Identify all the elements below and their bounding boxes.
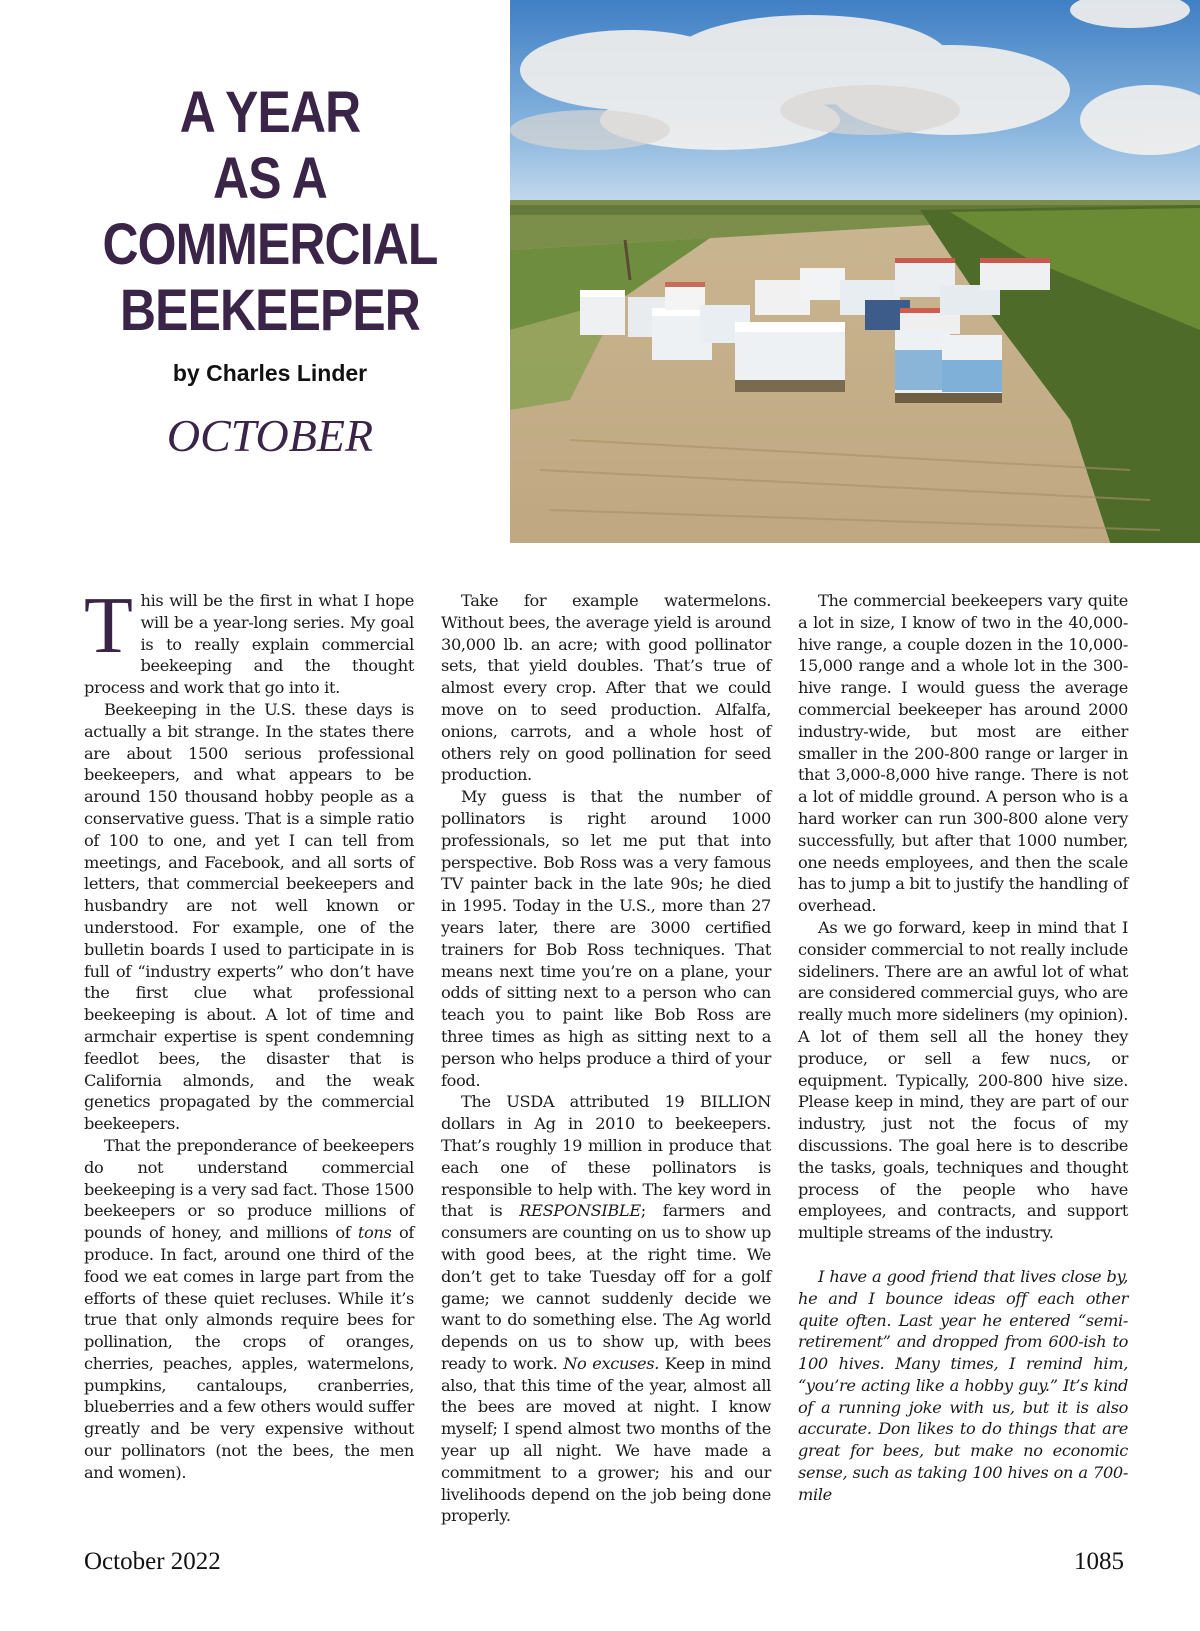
beehive-field-photo [510,0,1200,543]
title-line-4: BEEKEEPER [120,278,420,343]
text-column-2 [441,590,771,1530]
italic-aside-paragraph: I have a good friend that lives close by, he and I bounce ideas off each other quite often. Last year he entered “semi-retirement” and dropped from 600-ish to 100 hives. Many times, I remind him, “you’re acting like a hobby guy.” It’s kind of a running joke with us, but it is also accurate. Don likes to do things that are great for bees, but make no economic sense, such as taking 100 hives on a 700-mile [798,1266,1128,1504]
title-line-2: AS A [213,146,327,211]
drop-cap: T [84,582,133,670]
paragraph: Beekeeping in the U.S. these days is actually a bit strange. In the states there are about 1500 serious professional beekeepers, and what appears to be around 150 thousand hobby people as a conservative guess. That is a simple ratio of 100 to one, and yet I can tell from meetings, and Facebook, and all sorts of letters, that commercial beekeepers and husbandry are not well known or understood. For example, one of the bulletin boards I used to participate in is full of “industry experts” who don’t have the first clue what professional beekeeping is about. A lot of time and armchair expertise is spent condemning feedlot bees, the disaster that is California almonds, and the weak genetics propagated by the commercial beekeepers. [84,699,414,1134]
title-line-1: A YEAR [179,80,361,145]
paragraph: The USDA attributed 19 BILLION dollars in Ag in 2010 to beekeepers. That’s roughly 19 million in produce that each one of these pollinators is responsible to help with. The key word in that is RESPONSIBLE; farmers and consumers are counting on us to show up with good bees, at the right time. We don’t get to take Tuesday off for a golf game; we cannot suddenly decide we want to do something else. The Ag world depends on us to show up, with bees ready to work. No excuses. Keep in mind also, that this time of the year, almost all the bees are moved at night. I know myself; I spend almost two months of the year up all night. We have made a commitment to a grower; his and our livelihoods depend on the job being done properly. [441,1092,772,1526]
paragraph: My guess is that the number of pollinators is right around 1000 professionals, so let me put that into perspective. Bob Ross was a very famous TV painter back in the late 90s; he died in 1995. Today in the U.S., more than 27 years later, there are 3000 certified trainers for Bob Ross techniques. That means next time you’re on a plane, your odds of sitting next to a person who can teach you to paint like Bob Ross are three times as high as sitting next to a person who helps produce a third of your food. [441,787,771,1090]
text-column-3 [798,590,1128,1530]
paragraph: This will be the first in what I hope will be a year-long series. My goal is to really explain commercial beekeeping and the thought process and work that go into it. [84,582,414,698]
footer-date: October 2022 [84,1548,221,1575]
paragraph: Take for example watermelons. Without bees, the average yield is around 30,000 lb. an acre; with good pollinator sets, that yield doubles. That’s true of almost every crop. After that we could move on to seed production. Alfalfa, onions, carrots, and a whole host of others rely on good pollination for seed production. [441,591,771,785]
text-column-1 [84,582,414,1530]
month-heading: OCTOBER [166,410,374,461]
paragraph: As we go forward, keep in mind that I consider commercial to not really include sideliners. There are an awful lot of what are considered commercial guys, who are really much more sideliners (my opinion). A lot of them sell all the honey they produce, or sell a few nucs, or equipment. Typically, 200-800 hive size. Please keep in mind, they are part of our industry, just not the focus of my discussions. The goal here is to describe the tasks, goals, techniques and thought process of the people who have employees, and contracts, and support multiple streams of the industry. [798,917,1128,1243]
paragraph: The commercial beekeepers vary quite a lot in size, I know of two in the 40,000-hive range, a couple dozen in the 10,000-15,000 range and a whole lot in the 300-hive range. I would guess the average commercial beekeeper has around 2000 industry-wide, but most are either smaller in the 200-800 range or larger in that 3,000-8,000 hive range. There is not a lot of middle ground. A person who is a hard worker can run 300-800 alone very successfully, but after that 1000 number, one needs employees, and then the scale has to jump a bit to justify the handling of overhead. [798,591,1128,916]
title-block [60,80,480,462]
page-number: 1085 [1074,1548,1124,1575]
byline: by Charles Linder [172,360,368,386]
paragraph: That the preponderance of beekeepers do not understand commercial beekeeping is a very sad fact. Those 1500 beekeepers or so produce millions of pounds of honey, and millions of tons of produce. In fact, around one third of the food we eat comes in large part from the efforts of these quiet recluses. While it’s true that only almonds require bees for pollination, the crops of oranges, cherries, peaches, apples, watermelons, pumpkins, cantaloups, cranberries, blueberries and a few others would suffer greatly and be very expensive without our pollinators (not the bees, the men and women). [84,1135,414,1482]
title-line-3: COMMERCIAL [102,212,438,277]
